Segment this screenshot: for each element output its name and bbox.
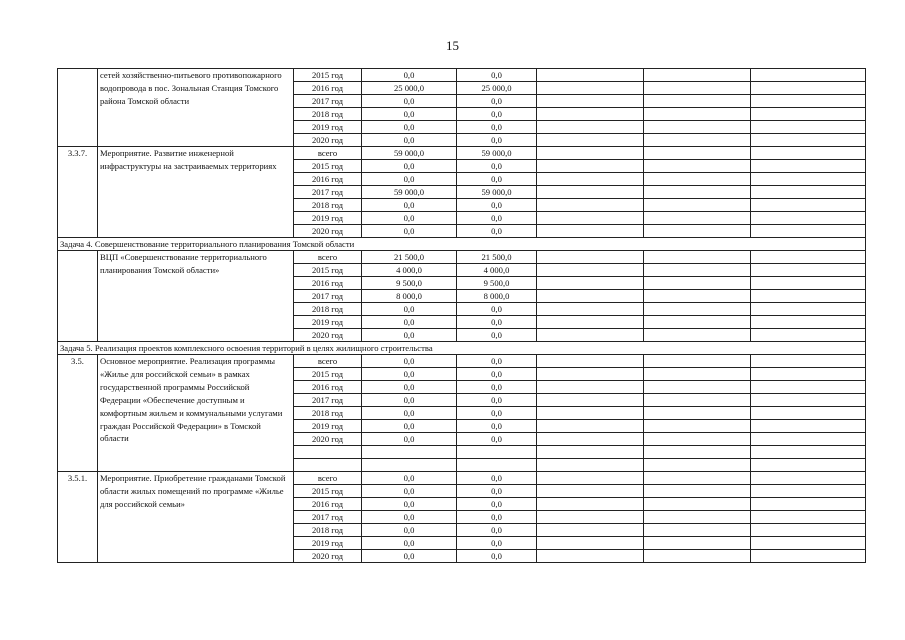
value-cell: 0,0	[457, 108, 537, 121]
value-cell: 0,0	[457, 316, 537, 329]
empty-cell	[537, 511, 644, 524]
value-cell: 0,0	[362, 134, 457, 147]
empty-cell	[751, 381, 866, 394]
year-cell: 2020 год	[294, 433, 362, 446]
empty-cell	[751, 524, 866, 537]
empty-cell	[644, 251, 751, 264]
empty-cell	[644, 459, 751, 472]
value-cell: 59 000,0	[362, 147, 457, 160]
empty-cell	[537, 277, 644, 290]
value-cell: 0,0	[457, 199, 537, 212]
item-name: Мероприятие. Развитие инженерной инфраструктуры на застраиваемых территориях	[98, 147, 294, 238]
empty-cell	[644, 407, 751, 420]
empty-cell	[537, 121, 644, 134]
item-name: Мероприятие. Приобретение гражданами Томской области жилых помещений по программе «Жилье для российской семьи»	[98, 472, 294, 563]
year-cell: 2016 год	[294, 381, 362, 394]
year-cell: 2016 год	[294, 498, 362, 511]
value-cell: 4 000,0	[457, 264, 537, 277]
item-number: 3.5.	[58, 355, 98, 472]
value-cell: 0,0	[457, 524, 537, 537]
empty-cell	[751, 264, 866, 277]
value-cell: 0,0	[362, 108, 457, 121]
empty-cell	[644, 199, 751, 212]
value-cell: 0,0	[362, 420, 457, 433]
task-heading: Задача 4. Совершенствование территориального планирования Томской области	[58, 238, 866, 251]
empty-cell	[751, 550, 866, 563]
value-cell: 0,0	[362, 498, 457, 511]
value-cell: 0,0	[457, 420, 537, 433]
year-cell: всего	[294, 147, 362, 160]
year-cell	[294, 446, 362, 459]
task-row	[58, 342, 866, 355]
item-name: Основное мероприятие. Реализация программы «Жилье для российской семьи» в рамках государственной программы Российской Федерации «Обеспечение доступным и комфортным жильем и коммунальными услугами граждан Российской Федерации» в Томской области	[98, 355, 294, 472]
empty-cell	[751, 355, 866, 368]
empty-cell	[644, 355, 751, 368]
value-cell: 0,0	[362, 550, 457, 563]
value-cell: 0,0	[457, 134, 537, 147]
empty-cell	[537, 199, 644, 212]
value-cell: 0,0	[362, 199, 457, 212]
year-cell: 2017 год	[294, 95, 362, 108]
empty-cell	[537, 303, 644, 316]
empty-cell	[751, 472, 866, 485]
year-cell: 2015 год	[294, 264, 362, 277]
value-cell	[457, 459, 537, 472]
empty-cell	[751, 82, 866, 95]
value-cell: 0,0	[362, 537, 457, 550]
year-cell: 2016 год	[294, 173, 362, 186]
value-cell: 8 000,0	[362, 290, 457, 303]
item-number: 3.5.1.	[58, 472, 98, 563]
value-cell: 0,0	[457, 407, 537, 420]
value-cell: 0,0	[457, 498, 537, 511]
value-cell: 8 000,0	[457, 290, 537, 303]
year-cell: 2020 год	[294, 134, 362, 147]
empty-cell	[537, 316, 644, 329]
year-cell: 2017 год	[294, 186, 362, 199]
value-cell: 0,0	[362, 511, 457, 524]
year-cell: 2018 год	[294, 303, 362, 316]
empty-cell	[537, 368, 644, 381]
value-cell: 0,0	[362, 368, 457, 381]
table-row	[58, 472, 866, 485]
empty-cell	[644, 394, 751, 407]
empty-cell	[751, 485, 866, 498]
empty-cell	[537, 69, 644, 82]
table-row	[58, 251, 866, 264]
empty-cell	[751, 134, 866, 147]
empty-cell	[751, 420, 866, 433]
value-cell: 0,0	[362, 407, 457, 420]
year-cell: 2016 год	[294, 277, 362, 290]
value-cell	[362, 446, 457, 459]
value-cell: 0,0	[457, 368, 537, 381]
year-cell: 2016 год	[294, 82, 362, 95]
year-cell: 2019 год	[294, 537, 362, 550]
value-cell: 9 500,0	[457, 277, 537, 290]
empty-cell	[537, 472, 644, 485]
year-cell: 2020 год	[294, 329, 362, 342]
empty-cell	[644, 329, 751, 342]
empty-cell	[751, 459, 866, 472]
empty-cell	[537, 459, 644, 472]
value-cell: 0,0	[362, 160, 457, 173]
value-cell: 0,0	[457, 121, 537, 134]
year-cell: 2018 год	[294, 199, 362, 212]
table-row	[58, 355, 866, 368]
empty-cell	[644, 368, 751, 381]
empty-cell	[751, 394, 866, 407]
year-cell: всего	[294, 355, 362, 368]
empty-cell	[751, 290, 866, 303]
empty-cell	[751, 108, 866, 121]
item-number	[58, 251, 98, 342]
value-cell: 0,0	[457, 355, 537, 368]
page-number: 15	[446, 38, 459, 53]
empty-cell	[644, 82, 751, 95]
empty-cell	[537, 524, 644, 537]
year-cell: 2015 год	[294, 368, 362, 381]
empty-cell	[644, 95, 751, 108]
empty-cell	[537, 82, 644, 95]
value-cell: 25 000,0	[362, 82, 457, 95]
empty-cell	[644, 186, 751, 199]
task-heading: Задача 5. Реализация проектов комплексного освоения территорий в целях жилищного строительства	[58, 342, 866, 355]
empty-cell	[537, 498, 644, 511]
empty-cell	[751, 173, 866, 186]
empty-cell	[751, 69, 866, 82]
empty-cell	[537, 186, 644, 199]
empty-cell	[537, 550, 644, 563]
empty-cell	[537, 433, 644, 446]
value-cell: 0,0	[362, 472, 457, 485]
empty-cell	[644, 498, 751, 511]
value-cell: 0,0	[362, 121, 457, 134]
empty-cell	[644, 121, 751, 134]
empty-cell	[751, 186, 866, 199]
empty-cell	[751, 537, 866, 550]
table-row	[58, 69, 866, 82]
value-cell: 21 500,0	[362, 251, 457, 264]
empty-cell	[537, 329, 644, 342]
empty-cell	[537, 264, 644, 277]
value-cell: 0,0	[457, 303, 537, 316]
value-cell: 59 000,0	[457, 186, 537, 199]
value-cell: 4 000,0	[362, 264, 457, 277]
value-cell: 0,0	[457, 485, 537, 498]
value-cell: 0,0	[362, 433, 457, 446]
value-cell: 0,0	[457, 95, 537, 108]
value-cell: 0,0	[457, 511, 537, 524]
empty-cell	[644, 303, 751, 316]
year-cell: 2018 год	[294, 524, 362, 537]
empty-cell	[644, 277, 751, 290]
empty-cell	[644, 537, 751, 550]
empty-cell	[644, 134, 751, 147]
empty-cell	[537, 134, 644, 147]
empty-cell	[751, 212, 866, 225]
value-cell: 0,0	[457, 173, 537, 186]
empty-cell	[751, 121, 866, 134]
empty-cell	[644, 212, 751, 225]
value-cell: 0,0	[457, 225, 537, 238]
year-cell: 2015 год	[294, 485, 362, 498]
value-cell: 0,0	[362, 212, 457, 225]
empty-cell	[751, 433, 866, 446]
empty-cell	[644, 511, 751, 524]
value-cell: 59 000,0	[457, 147, 537, 160]
empty-cell	[537, 212, 644, 225]
empty-cell	[644, 433, 751, 446]
year-cell: 2015 год	[294, 160, 362, 173]
empty-cell	[751, 316, 866, 329]
value-cell: 0,0	[457, 433, 537, 446]
value-cell: 0,0	[362, 381, 457, 394]
item-name: сетей хозяйственно-питьевого противопожарного водопровода в пос. Зональная Станция Томского района Томской области	[98, 69, 294, 147]
empty-cell	[537, 251, 644, 264]
value-cell: 0,0	[457, 160, 537, 173]
year-cell: 2018 год	[294, 108, 362, 121]
value-cell: 21 500,0	[457, 251, 537, 264]
value-cell: 0,0	[457, 537, 537, 550]
item-number: 3.3.7.	[58, 147, 98, 238]
value-cell: 59 000,0	[362, 186, 457, 199]
empty-cell	[537, 290, 644, 303]
empty-cell	[751, 446, 866, 459]
empty-cell	[644, 524, 751, 537]
empty-cell	[751, 368, 866, 381]
value-cell: 0,0	[362, 95, 457, 108]
year-cell: 2015 год	[294, 69, 362, 82]
value-cell: 0,0	[362, 485, 457, 498]
empty-cell	[537, 355, 644, 368]
empty-cell	[751, 329, 866, 342]
empty-cell	[644, 485, 751, 498]
year-cell: 2017 год	[294, 511, 362, 524]
empty-cell	[644, 160, 751, 173]
value-cell: 25 000,0	[457, 82, 537, 95]
empty-cell	[537, 108, 644, 121]
value-cell: 0,0	[457, 394, 537, 407]
table-row	[58, 147, 866, 160]
empty-cell	[644, 316, 751, 329]
empty-cell	[537, 394, 644, 407]
value-cell: 0,0	[362, 69, 457, 82]
budget-table-body	[58, 69, 866, 563]
empty-cell	[537, 485, 644, 498]
value-cell: 9 500,0	[362, 277, 457, 290]
item-name: ВЦП «Совершенствование территориального планирования Томской области»	[98, 251, 294, 342]
value-cell: 0,0	[457, 212, 537, 225]
value-cell: 0,0	[362, 225, 457, 238]
value-cell: 0,0	[362, 329, 457, 342]
empty-cell	[644, 69, 751, 82]
empty-cell	[537, 537, 644, 550]
value-cell: 0,0	[362, 303, 457, 316]
year-cell: 2019 год	[294, 420, 362, 433]
empty-cell	[751, 407, 866, 420]
year-cell: 2019 год	[294, 121, 362, 134]
empty-cell	[751, 199, 866, 212]
year-cell: 2020 год	[294, 550, 362, 563]
empty-cell	[644, 381, 751, 394]
empty-cell	[537, 446, 644, 459]
empty-cell	[751, 225, 866, 238]
empty-cell	[644, 173, 751, 186]
empty-cell	[751, 511, 866, 524]
year-cell: 2020 год	[294, 225, 362, 238]
empty-cell	[644, 290, 751, 303]
empty-cell	[537, 147, 644, 160]
value-cell: 0,0	[457, 472, 537, 485]
value-cell: 0,0	[457, 329, 537, 342]
year-cell: всего	[294, 472, 362, 485]
year-cell: 2017 год	[294, 290, 362, 303]
year-cell: 2018 год	[294, 407, 362, 420]
empty-cell	[537, 381, 644, 394]
empty-cell	[537, 225, 644, 238]
empty-cell	[751, 160, 866, 173]
task-row	[58, 238, 866, 251]
empty-cell	[751, 147, 866, 160]
empty-cell	[644, 446, 751, 459]
empty-cell	[644, 108, 751, 121]
empty-cell	[537, 173, 644, 186]
value-cell: 0,0	[362, 394, 457, 407]
empty-cell	[537, 160, 644, 173]
value-cell	[362, 459, 457, 472]
empty-cell	[644, 225, 751, 238]
empty-cell	[537, 95, 644, 108]
empty-cell	[751, 303, 866, 316]
year-cell: всего	[294, 251, 362, 264]
budget-table	[57, 68, 866, 563]
year-cell: 2019 год	[294, 316, 362, 329]
year-cell: 2017 год	[294, 394, 362, 407]
value-cell: 0,0	[362, 173, 457, 186]
empty-cell	[751, 251, 866, 264]
empty-cell	[644, 550, 751, 563]
year-cell	[294, 459, 362, 472]
value-cell: 0,0	[457, 550, 537, 563]
value-cell: 0,0	[362, 355, 457, 368]
value-cell	[457, 446, 537, 459]
empty-cell	[644, 264, 751, 277]
value-cell: 0,0	[362, 524, 457, 537]
empty-cell	[644, 472, 751, 485]
value-cell: 0,0	[362, 316, 457, 329]
year-cell: 2019 год	[294, 212, 362, 225]
item-number	[58, 69, 98, 147]
empty-cell	[644, 147, 751, 160]
empty-cell	[644, 420, 751, 433]
empty-cell	[537, 420, 644, 433]
empty-cell	[751, 95, 866, 108]
empty-cell	[751, 277, 866, 290]
value-cell: 0,0	[457, 69, 537, 82]
empty-cell	[537, 407, 644, 420]
value-cell: 0,0	[457, 381, 537, 394]
empty-cell	[751, 498, 866, 511]
